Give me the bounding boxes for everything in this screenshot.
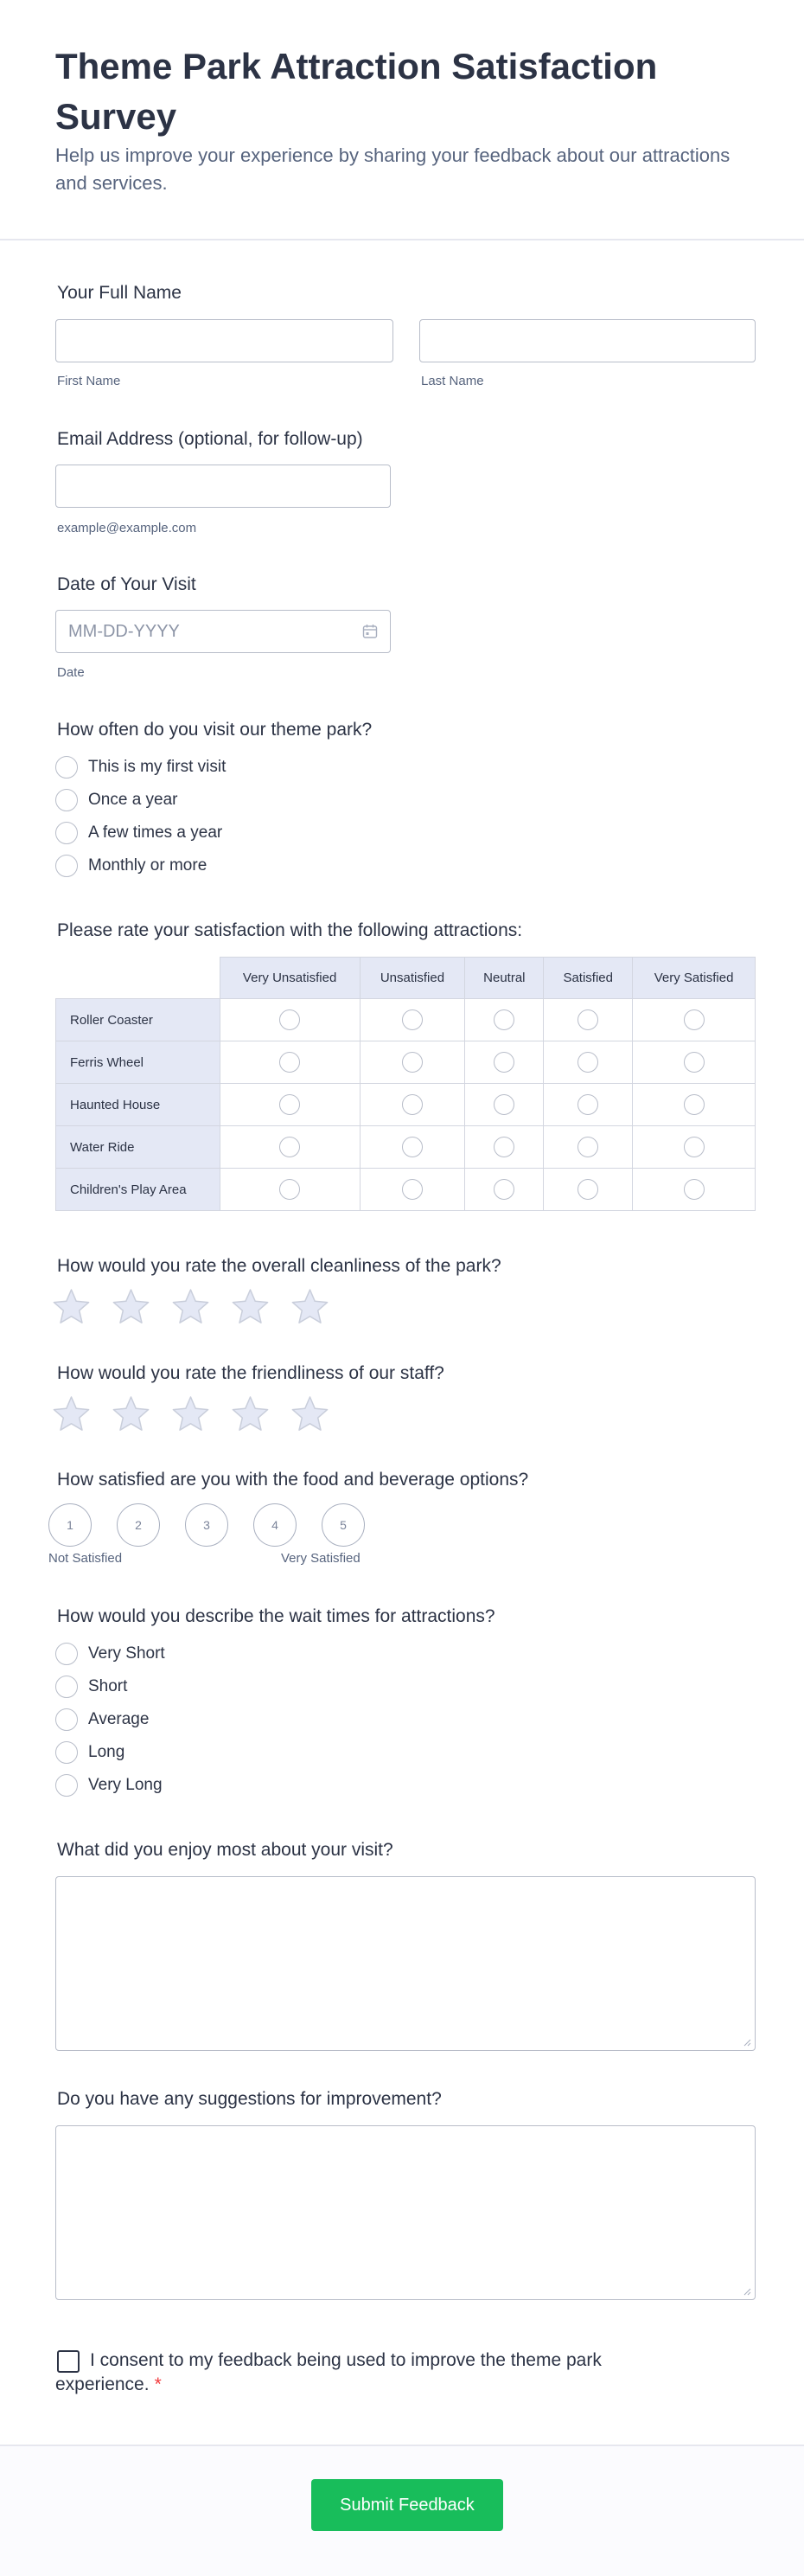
attractions-matrix — [55, 957, 756, 1211]
star-icon[interactable] — [52, 1395, 91, 1432]
matrix-radio-button[interactable] — [402, 1094, 423, 1115]
radio-option-label: Very Long — [88, 1776, 163, 1794]
matrix-radio-button[interactable] — [684, 1179, 705, 1200]
wait-times-label: How would you describe the wait times for attractions? — [57, 1606, 495, 1626]
star-icon[interactable] — [112, 1395, 150, 1432]
form-subtitle: Help us improve your experience by sharing your feedback about our attractions and services. — [55, 144, 731, 194]
matrix-row-label: Water Ride — [56, 1126, 220, 1169]
enjoy-textarea-box[interactable] — [55, 1876, 756, 2051]
enjoy-textarea[interactable] — [56, 1877, 755, 2050]
suggestions-label: Do you have any suggestions for improvement? — [57, 2089, 442, 2109]
visit-frequency-option[interactable] — [55, 854, 207, 878]
star-icon[interactable] — [231, 1288, 270, 1325]
required-asterisk: * — [154, 2374, 162, 2394]
matrix-radio-button[interactable] — [577, 1137, 598, 1157]
matrix-radio-button[interactable] — [577, 1179, 598, 1200]
scale-option-1[interactable]: 1 — [48, 1503, 92, 1547]
matrix-radio-button[interactable] — [279, 1052, 300, 1073]
first-name-input[interactable] — [56, 320, 392, 362]
star-icon[interactable] — [52, 1288, 91, 1325]
wait-times-option[interactable] — [55, 1740, 124, 1765]
email-input[interactable] — [56, 465, 390, 507]
submit-button[interactable]: Submit Feedback — [311, 2479, 503, 2531]
matrix-radio-button[interactable] — [279, 1009, 300, 1030]
matrix-radio-button[interactable] — [402, 1179, 423, 1200]
consent-text: I consent to my feedback being used to improve the theme park experience. — [55, 2350, 602, 2394]
email-field[interactable] — [55, 465, 391, 508]
radio-option-label: A few times a year — [88, 823, 223, 842]
matrix-column-header: Very Satisfied — [633, 958, 756, 999]
suggestions-textarea-box[interactable] — [55, 2125, 756, 2300]
matrix-column-header: Unsatisfied — [360, 958, 465, 999]
matrix-corner — [56, 958, 220, 999]
star-icon[interactable] — [290, 1395, 329, 1432]
radio-option-label: Once a year — [88, 791, 178, 809]
suggestions-textarea[interactable] — [56, 2126, 755, 2299]
matrix-radio-button[interactable] — [684, 1137, 705, 1157]
visit-date-label: Date of Your Visit — [57, 574, 196, 594]
matrix-radio-button[interactable] — [684, 1094, 705, 1115]
cleanliness-label: How would you rate the overall cleanliness of the park? — [57, 1256, 501, 1276]
last-name-field[interactable] — [419, 319, 756, 362]
star-icon[interactable] — [171, 1395, 210, 1432]
radio-option-label: Long — [88, 1743, 125, 1761]
matrix-row-label: Haunted House — [56, 1084, 220, 1126]
matrix-radio-button[interactable] — [402, 1009, 423, 1030]
radio-button[interactable] — [55, 1708, 78, 1731]
matrix-radio-button[interactable] — [494, 1179, 514, 1200]
radio-button[interactable] — [55, 855, 78, 877]
matrix-column-header: Satisfied — [544, 958, 633, 999]
visit-frequency-option[interactable] — [55, 821, 222, 845]
scale-max-label: Very Satisfied — [281, 1551, 361, 1566]
email-label: Email Address (optional, for follow-up) — [57, 429, 363, 449]
scale-option-5[interactable]: 5 — [322, 1503, 365, 1547]
matrix-radio-button[interactable] — [494, 1137, 514, 1157]
matrix-row — [56, 1041, 756, 1084]
matrix-row-label: Roller Coaster — [56, 999, 220, 1041]
matrix-radio-button[interactable] — [684, 1052, 705, 1073]
radio-option-label: Monthly or more — [88, 856, 207, 875]
scale-option-4[interactable]: 4 — [253, 1503, 297, 1547]
staff-label: How would you rate the friendliness of our staff? — [57, 1363, 444, 1383]
wait-times-option[interactable] — [55, 1642, 165, 1666]
first-name-sublabel: First Name — [57, 374, 121, 388]
matrix-column-header: Neutral — [465, 958, 544, 999]
radio-option-label: Average — [88, 1710, 150, 1728]
matrix-row — [56, 999, 756, 1041]
matrix-radio-button[interactable] — [279, 1137, 300, 1157]
food-label: How satisfied are you with the food and beverage options? — [57, 1470, 529, 1490]
matrix-radio-button[interactable] — [577, 1009, 598, 1030]
star-icon[interactable] — [231, 1395, 270, 1432]
wait-times-option[interactable] — [55, 1675, 127, 1699]
form-footer — [0, 2445, 804, 2576]
matrix-radio-button[interactable] — [402, 1052, 423, 1073]
radio-option-label: This is my first visit — [88, 758, 227, 776]
matrix-row-label: Ferris Wheel — [56, 1041, 220, 1084]
matrix-row — [56, 1084, 756, 1126]
form-title: Theme Park Attraction Satisfaction Survey — [55, 46, 658, 137]
matrix-radio-button[interactable] — [577, 1052, 598, 1073]
matrix-row-label: Children's Play Area — [56, 1169, 220, 1211]
calendar-icon[interactable] — [362, 624, 378, 639]
radio-button[interactable] — [55, 789, 78, 811]
last-name-sublabel: Last Name — [421, 374, 484, 388]
matrix-radio-button[interactable] — [279, 1094, 300, 1115]
form-header — [0, 0, 804, 240]
wait-times-option[interactable] — [55, 1708, 149, 1732]
radio-button[interactable] — [55, 1774, 78, 1797]
visit-date-input[interactable] — [56, 611, 390, 652]
cleanliness-star-rating — [52, 1288, 329, 1325]
matrix-row — [56, 1169, 756, 1211]
matrix-column-header: Very Unsatisfied — [220, 958, 360, 999]
email-sublabel: example@example.com — [57, 521, 197, 535]
visit-frequency-option[interactable] — [55, 788, 178, 812]
staff-star-rating — [52, 1395, 329, 1432]
matrix-radio-button[interactable] — [494, 1009, 514, 1030]
matrix-radio-button[interactable] — [577, 1094, 598, 1115]
radio-button[interactable] — [55, 1741, 78, 1764]
matrix-radio-button[interactable] — [684, 1009, 705, 1030]
visit-frequency-option[interactable] — [55, 755, 226, 779]
wait-times-option[interactable] — [55, 1773, 163, 1797]
matrix-radio-button[interactable] — [402, 1137, 423, 1157]
star-icon[interactable] — [112, 1288, 150, 1325]
radio-option-label: Very Short — [88, 1644, 165, 1663]
radio-button[interactable] — [55, 756, 78, 779]
radio-button[interactable] — [55, 1643, 78, 1665]
scale-option-3[interactable]: 3 — [185, 1503, 228, 1547]
last-name-input[interactable] — [420, 320, 755, 362]
star-icon[interactable] — [171, 1288, 210, 1325]
resize-grip-icon[interactable] — [743, 2038, 751, 2047]
visit-date-field[interactable] — [55, 610, 391, 653]
visit-frequency-label: How often do you visit our theme park? — [57, 720, 373, 740]
matrix-radio-button[interactable] — [494, 1052, 514, 1073]
resize-grip-icon[interactable] — [743, 2287, 751, 2296]
radio-button[interactable] — [55, 822, 78, 844]
visit-date-sublabel: Date — [57, 665, 85, 680]
first-name-field[interactable] — [55, 319, 393, 362]
matrix-radio-button[interactable] — [494, 1094, 514, 1115]
radio-option-label: Short — [88, 1677, 128, 1695]
star-icon[interactable] — [290, 1288, 329, 1325]
attractions-matrix-label: Please rate your satisfaction with the following attractions: — [57, 920, 523, 940]
scale-option-2[interactable]: 2 — [117, 1503, 160, 1547]
consent-label — [55, 2349, 660, 2397]
enjoy-label: What did you enjoy most about your visit? — [57, 1840, 393, 1860]
radio-button[interactable] — [55, 1676, 78, 1698]
matrix-radio-button[interactable] — [279, 1179, 300, 1200]
full-name-label: Your Full Name — [57, 283, 182, 303]
matrix-row — [56, 1126, 756, 1169]
scale-min-label: Not Satisfied — [48, 1551, 123, 1566]
